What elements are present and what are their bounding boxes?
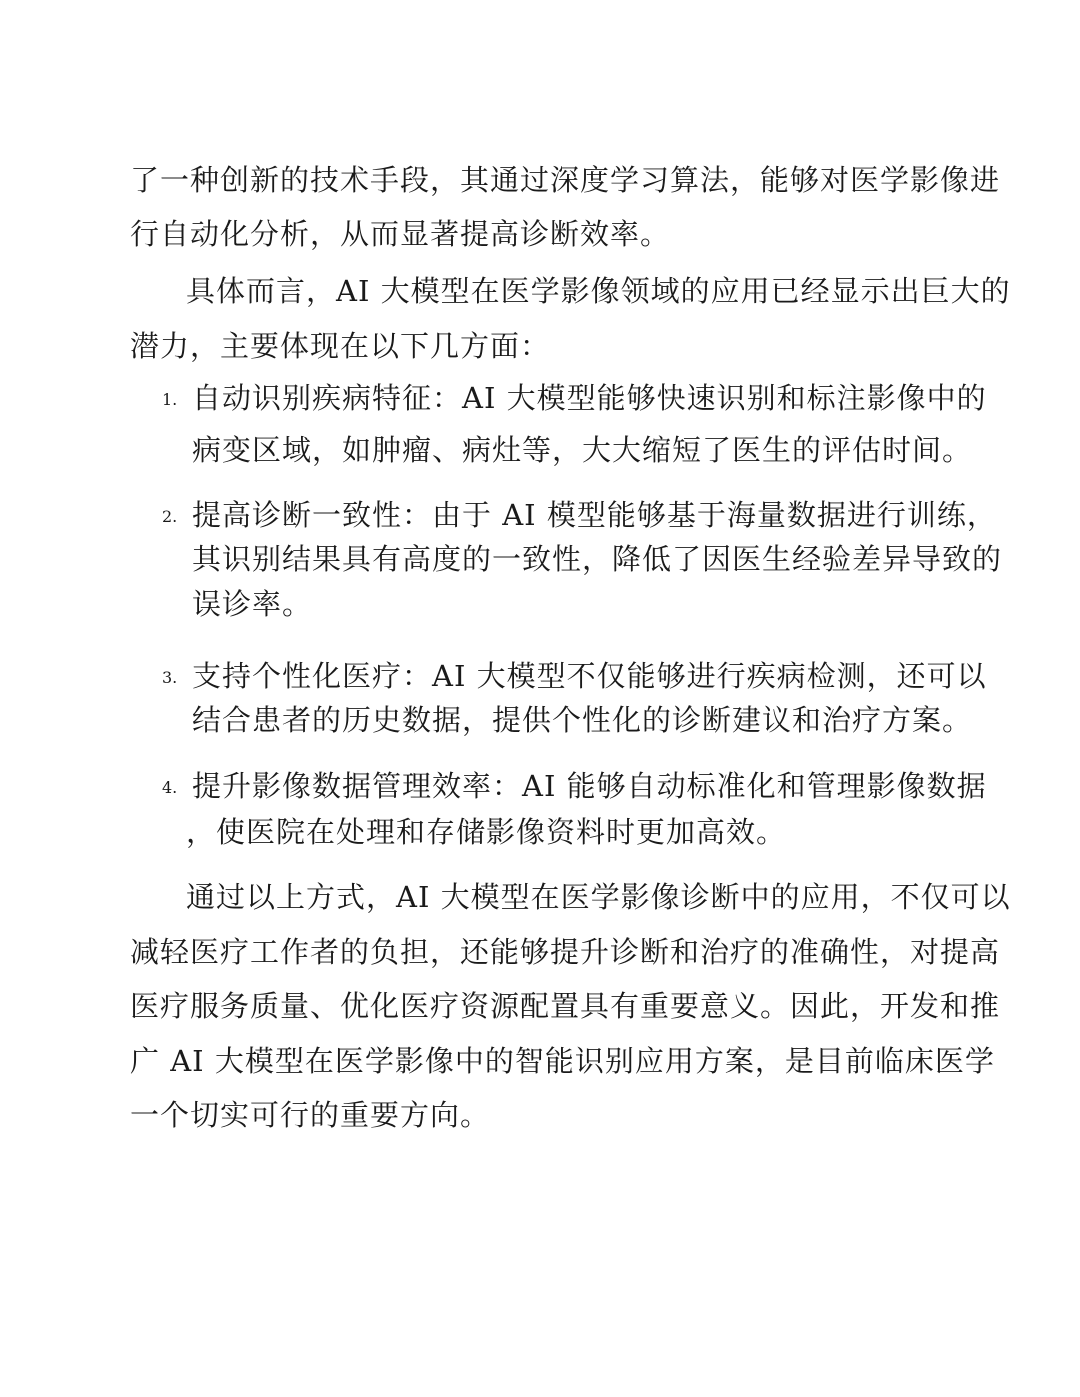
list-item-4-line-2: ，使医院在处理和存储影像资料时更加高效。: [186, 815, 787, 849]
list-item-3-line-2: 结合患者的历史数据，提供个性化的诊断建议和治疗方案。: [192, 703, 973, 737]
conclusion-line-2: 减轻医疗工作者的负担，还能够提升诊断和治疗的准确性，对提高: [130, 935, 1001, 969]
list-item-4-line-1: 提升影像数据管理效率：AI 能够自动标准化和管理影像数据: [192, 769, 987, 803]
list-item-number: 3.: [162, 668, 178, 687]
list-item-number: 1.: [162, 390, 178, 409]
list-item-2-line-1: 提高诊断一致性：由于 AI 模型能够基于海量数据进行训练，: [192, 498, 997, 532]
conclusion-line-5: 一个切实可行的重要方向。: [130, 1098, 491, 1132]
list-item-number: 2.: [162, 507, 178, 526]
list-item-2-line-3: 误诊率。: [192, 587, 313, 621]
conclusion-line-1: 通过以上方式，AI 大模型在医学影像诊断中的应用，不仅可以: [186, 880, 1011, 914]
list-item-1-line-1: 自动识别疾病特征：AI 大模型能够快速识别和标注影像中的: [192, 381, 987, 415]
list-item-2-line-2: 其识别结果具有高度的一致性，降低了因医生经验差异导致的: [192, 542, 1003, 576]
detail-line-1: 具体而言，AI 大模型在医学影像领域的应用已经显示出巨大的: [186, 274, 1011, 308]
detail-line-2: 潜力，主要体现在以下几方面：: [130, 329, 551, 363]
intro-line-1: 了一种创新的技术手段，其通过深度学习算法，能够对医学影像进: [130, 163, 1001, 197]
conclusion-line-3: 医疗服务质量、优化医疗资源配置具有重要意义。因此，开发和推: [130, 989, 1001, 1023]
conclusion-line-4: 广 AI 大模型在医学影像中的智能识别应用方案，是目前临床医学: [130, 1044, 995, 1078]
list-item-3-line-1: 支持个性化医疗：AI 大模型不仅能够进行疾病检测，还可以: [192, 659, 987, 693]
list-item-number: 4.: [162, 778, 178, 797]
list-item-1-line-2: 病变区域，如肿瘤、病灶等，大大缩短了医生的评估时间。: [192, 433, 973, 467]
intro-line-2: 行自动化分析，从而显著提高诊断效率。: [130, 217, 671, 251]
